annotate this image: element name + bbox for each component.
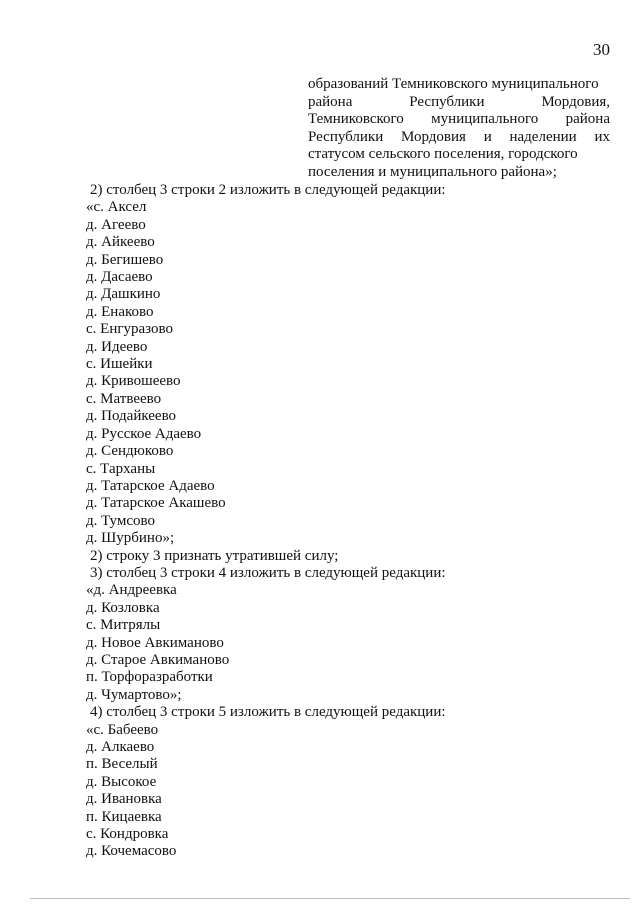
body-line: с. Тарханы <box>86 460 156 477</box>
body-line: д. Идеево <box>86 338 148 355</box>
body-line: 3) столбец 3 строки 4 изложить в следующей редакции: <box>90 564 446 581</box>
body-line: д. Дашкино <box>86 286 161 303</box>
header-line: Темниковского муниципального района <box>308 111 610 127</box>
body-line: д. Енаково <box>86 303 154 320</box>
body-line: д. Козловка <box>86 599 160 616</box>
body-line: д. Новое Авкиманово <box>86 634 224 651</box>
body-line: с. Матвеево <box>86 390 162 407</box>
body-line: п. Кицаевка <box>86 808 162 825</box>
body-line: д. Старое Авкиманово <box>86 651 230 668</box>
body-line: «с. Бабеево <box>86 721 159 738</box>
body-line: д. Айкеево <box>86 234 155 251</box>
body-line: д. Агеево <box>86 216 146 233</box>
body-line: д. Кривошеево <box>86 373 181 390</box>
header-line: образований Темниковского муниципального <box>308 76 599 92</box>
body-line: д. Ивановка <box>86 791 162 808</box>
body-line: д. Высокое <box>86 773 157 790</box>
body-line: 4) столбец 3 строки 5 изложить в следующей редакции: <box>90 704 446 721</box>
body-line: д. Татарское Акашево <box>86 495 226 512</box>
header-line: статусом сельского поселения, городского <box>308 146 578 162</box>
body-line: д. Тумсово <box>86 512 155 529</box>
body-line: д. Алкаево <box>86 739 155 755</box>
scan-edge-line <box>30 898 630 899</box>
body-line: с. Енгуразово <box>86 321 173 338</box>
header-line: района Республики Мордовия, <box>308 93 610 110</box>
body-line: д. Кочемасово <box>86 843 177 860</box>
body-line: с. Митрялы <box>86 617 161 634</box>
body-line: «д. Андреевка <box>86 582 177 599</box>
body-line: д. Русское Адаево <box>86 425 202 442</box>
header-block <box>308 76 610 181</box>
body-line: с. Ишейки <box>86 356 153 373</box>
page-number: 30 <box>593 40 610 59</box>
body-line: д. Подайкеево <box>86 408 177 425</box>
header-line: поселения и муниципального района»; <box>308 163 557 180</box>
body-line: «с. Аксел <box>86 199 147 216</box>
body-line: 2) столбец 3 строки 2 изложить в следующей редакции: <box>90 182 446 198</box>
body-line: д. Сендюково <box>86 443 174 460</box>
body-line: п. Веселый <box>86 756 158 773</box>
body-block <box>86 182 616 861</box>
body-line: д. Дасаево <box>86 269 153 286</box>
body-line: п. Торфоразработки <box>86 669 213 686</box>
body-line: 2) строку 3 признать утратившей силу; <box>90 547 339 564</box>
header-line: Республики Мордовия и наделении их <box>308 128 610 145</box>
body-line: с. Кондровка <box>86 826 169 843</box>
body-line: д. Бегишево <box>86 251 164 268</box>
body-line: д. Татарское Адаево <box>86 477 215 494</box>
body-line: д. Чумартово»; <box>86 686 182 703</box>
body-line: д. Шурбино»; <box>86 530 175 547</box>
